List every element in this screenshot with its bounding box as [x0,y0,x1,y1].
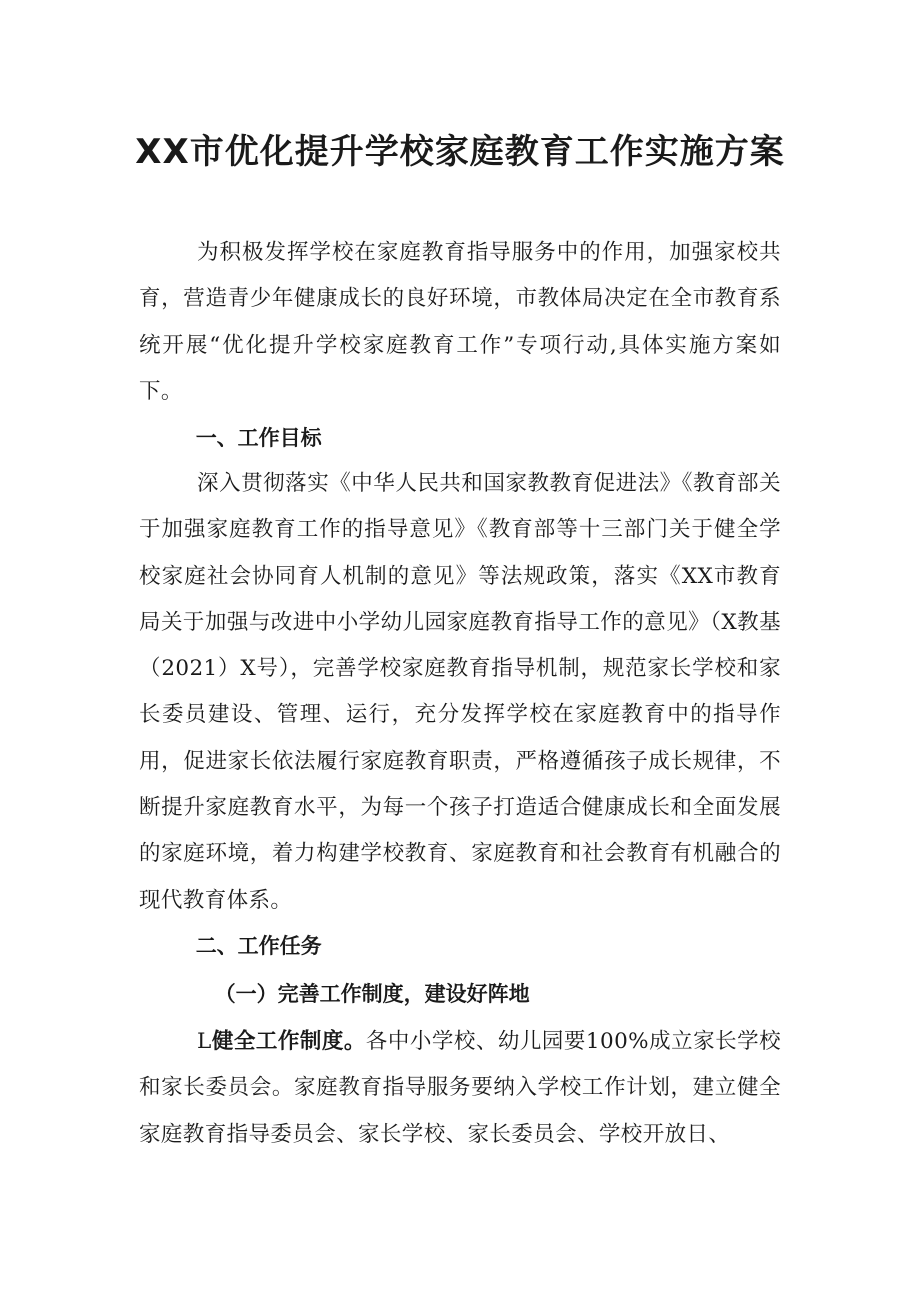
document-title: XX市优化提升学校家庭教育工作实施方案 [135,132,785,172]
subsection-heading-system: （一）完善工作制度，建设好阵地 [214,982,530,1006]
goals-paragraph: 深入贯彻落实《中华人民共和国家教教育促进法》《教育部关于加强家庭教育工作的指导意见》《教育部等十三部门关于健全学校家庭社会协同育人机制的意见》等法规政策，落实《XX市教育局关于加强与改进中小学幼儿园家庭教育指导工作的意见》（X教基（2021）X号），完善学校家庭教育指导机制，规范家长学校和家长委员建设、管理、运行，充分发挥学校在家庭教育中的指导作用，促进家长依法履行家庭教育职责，严格遵循孩子成长规律，不断提升家庭教育水平，为每一个孩子打造适合健康成长和全面发展的家庭环境，着力构建学校教育、家庭教育和社会教育有机融合的现代教育体系。 [139,471,781,913]
document-body [139,230,781,1158]
section-heading-tasks: 二、工作任务 [195,934,322,958]
section-heading-goals: 一、工作目标 [195,426,322,450]
item-number: L [197,1029,212,1054]
item-lead: 健全工作制度。 [211,1029,366,1054]
item-paragraph-system [139,1019,781,1158]
item-text: 各中小学校、幼儿园要100%成立家长学校和家长委员会。家庭教育指导服务要纳入学校工作计划，建立健全家庭教育指导委员会、家长学校、家长委员会、学校开放日、 [139,1029,781,1147]
intro-paragraph: 为积极发挥学校在家庭教育指导服务中的作用，加强家校共育，营造青少年健康成长的良好环境，市教体局决定在全市教育系统开展“优化提升学校家庭教育工作”专项行动,具体实施方案如下。 [139,240,781,404]
